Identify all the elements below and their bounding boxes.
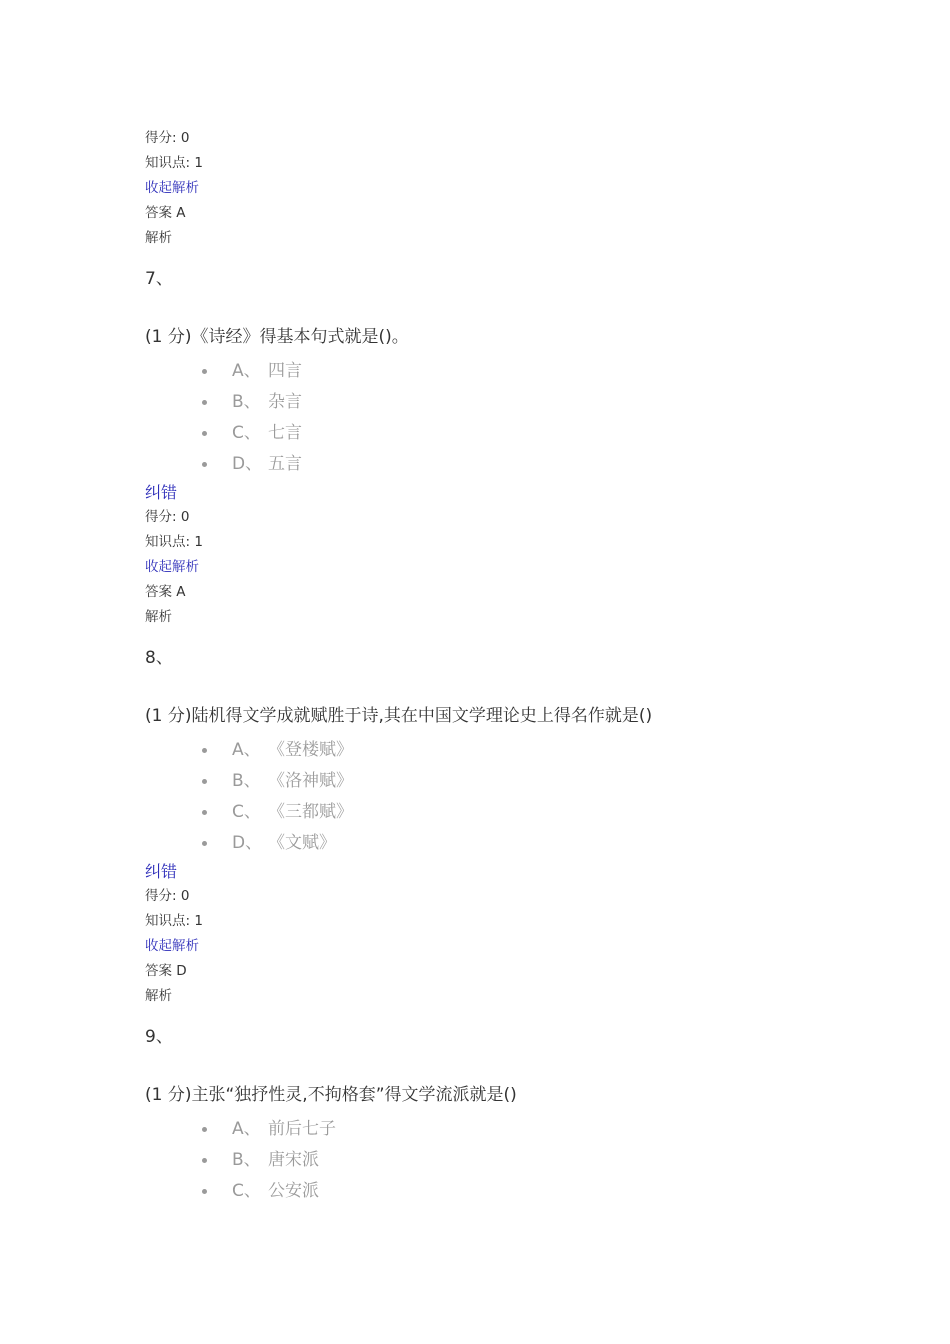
question-block <box>145 646 905 1009</box>
option-text: 四言 <box>268 361 302 381</box>
option-item[interactable] <box>145 1145 905 1176</box>
option-item[interactable] <box>145 1176 905 1207</box>
bullet-icon <box>202 431 207 436</box>
option-text: 五言 <box>268 454 302 474</box>
bullet-icon <box>202 841 207 846</box>
quiz-page <box>145 126 905 1207</box>
knowledge-point-text: 知识点: 1 <box>145 913 203 929</box>
option-list <box>145 735 905 859</box>
question-stem: (1 分)主张“独抒性灵,不拘格套”得文学流派就是() <box>145 1085 517 1105</box>
option-text: 唐宋派 <box>268 1150 319 1170</box>
bullet-icon <box>202 462 207 467</box>
option-label: B、 <box>232 1150 261 1170</box>
analysis-label: 解析 <box>145 609 172 625</box>
option-label: C、 <box>232 1181 261 1201</box>
score-text: 得分: 0 <box>145 888 190 904</box>
bullet-icon <box>202 1158 207 1163</box>
report-error-link[interactable]: 纠错 <box>145 862 178 881</box>
score-text: 得分: 0 <box>145 509 190 525</box>
option-item[interactable] <box>145 356 905 387</box>
bullet-icon <box>202 400 207 405</box>
option-label: D、 <box>232 833 263 853</box>
bullet-icon <box>202 779 207 784</box>
option-text: 《洛神赋》 <box>268 771 353 791</box>
report-error-link[interactable]: 纠错 <box>145 483 178 502</box>
option-text: 杂言 <box>268 392 302 412</box>
option-item[interactable] <box>145 1114 905 1145</box>
question-block <box>145 267 905 630</box>
collapse-analysis-link[interactable]: 收起解析 <box>145 938 199 954</box>
option-item[interactable] <box>145 735 905 766</box>
option-label: D、 <box>232 454 263 474</box>
option-text: 公安派 <box>268 1181 319 1201</box>
bullet-icon <box>202 748 207 753</box>
option-item[interactable] <box>145 797 905 828</box>
option-list <box>145 1114 905 1207</box>
option-item[interactable] <box>145 449 905 480</box>
option-item[interactable] <box>145 418 905 449</box>
answer-text: 答案 D <box>145 963 187 979</box>
option-label: B、 <box>232 771 261 791</box>
option-text: 《登楼赋》 <box>268 740 353 760</box>
question-number: 8、 <box>145 648 173 668</box>
answer-text: 答案 A <box>145 205 186 221</box>
score-text: 得分: 0 <box>145 130 190 146</box>
option-item[interactable] <box>145 766 905 797</box>
bullet-icon <box>202 1189 207 1194</box>
answer-text: 答案 A <box>145 584 186 600</box>
knowledge-point-text: 知识点: 1 <box>145 155 203 171</box>
option-label: C、 <box>232 423 261 443</box>
collapse-analysis-link[interactable]: 收起解析 <box>145 180 199 196</box>
bullet-icon <box>202 1127 207 1132</box>
option-item[interactable] <box>145 387 905 418</box>
option-text: 《文赋》 <box>268 833 336 853</box>
analysis-label: 解析 <box>145 988 172 1004</box>
option-text: 《三都赋》 <box>268 802 353 822</box>
question-number: 7、 <box>145 269 173 289</box>
option-text: 七言 <box>268 423 302 443</box>
option-list <box>145 356 905 480</box>
bullet-icon <box>202 369 207 374</box>
question-number: 9、 <box>145 1027 173 1047</box>
question-block <box>145 1025 905 1207</box>
analysis-label: 解析 <box>145 230 172 246</box>
bullet-icon <box>202 810 207 815</box>
collapse-analysis-link[interactable]: 收起解析 <box>145 559 199 575</box>
option-label: A、 <box>232 361 261 381</box>
option-label: C、 <box>232 802 261 822</box>
option-text: 前后七子 <box>268 1119 336 1139</box>
option-item[interactable] <box>145 828 905 859</box>
question-stem: (1 分)《诗经》得基本句式就是()。 <box>145 327 409 347</box>
question-stem: (1 分)陆机得文学成就赋胜于诗,其在中国文学理论史上得名作就是() <box>145 706 653 726</box>
option-label: A、 <box>232 740 261 760</box>
option-label: A、 <box>232 1119 261 1139</box>
option-label: B、 <box>232 392 261 412</box>
knowledge-point-text: 知识点: 1 <box>145 534 203 550</box>
